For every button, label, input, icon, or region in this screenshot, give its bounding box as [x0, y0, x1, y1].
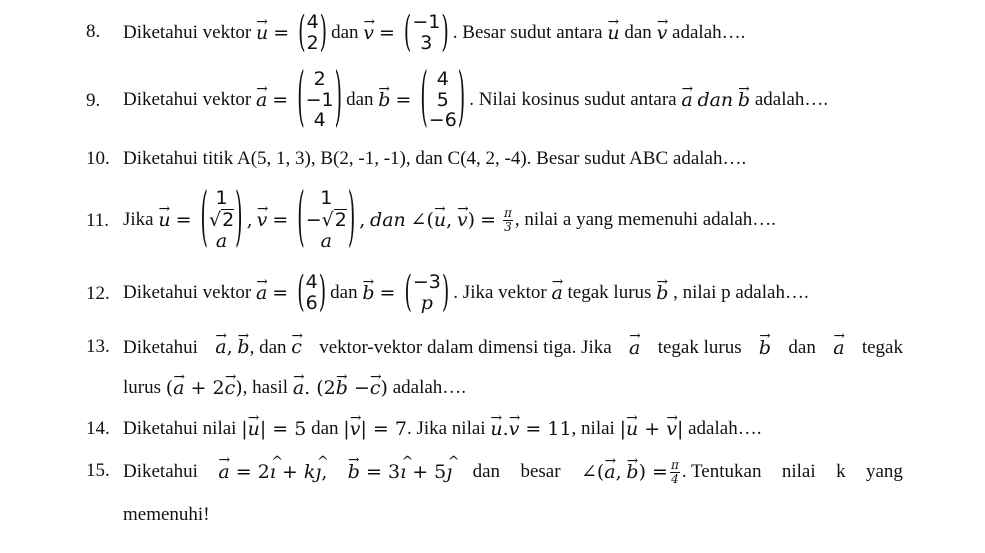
question-11: [0, 182, 985, 258]
question-text: memenuhi!: [123, 504, 210, 525]
fraction-pi-3: $\frac{\pi}{3}$: [504, 205, 512, 234]
question-number: 11.: [86, 210, 110, 231]
question-text: Jika → u = ( 1 √ 2 a ) , → v = ( 1 − √ 2 a ) , dan ∠ ( → u , → v ) = $\frac{\pi}{3}$ , nilai a yang memenuhi adalah….: [123, 182, 776, 258]
fraction-pi-4: $\frac{\pi}{4}$: [670, 457, 679, 486]
question-text: Diketahui vektor → a = ( 4 6 ) dan → b = ( −3 p ) . Jika vektor → a tegak lurus → b , nilai p adalah….: [123, 270, 809, 316]
question-text: Diketahui → a = 2^ ı + k^ ȷ, → b = 3^ ı + 5^ ȷ dan besar ∠( → a , → b ) = $\frac{\pi}{4}$ . Tentukan nilai k yang: [123, 452, 903, 492]
question-number: 9.: [86, 90, 101, 111]
question-text: Diketahui vektor → u = ( 4 2 ) dan → v = ( −1 3 ) . Besar sudut antara → u dan → v adalah….: [123, 12, 745, 54]
column-vector-v: ( 1 − √ 2 a ): [297, 180, 356, 256]
question-9: [0, 62, 985, 138]
column-vector-u: ( 1 √ 2 a ): [200, 180, 243, 256]
column-vector-u: ( 4 2 ): [298, 7, 328, 57]
question-15: [0, 452, 985, 492]
question-text: Diketahui vektor → a = ( 2 −1 4 ) dan → b = ( 4 5 −6 ) . Nilai kosinus sudut antara → a dan → b adalah….: [123, 62, 828, 138]
column-vector-b: ( 4 5 −6 ): [420, 60, 466, 136]
column-vector-b: ( −3 p ): [404, 267, 450, 317]
question-15-continued: [0, 504, 985, 528]
question-10: [0, 148, 985, 172]
question-number: 15.: [86, 460, 110, 481]
question-number: 10.: [86, 148, 110, 169]
column-vector-v: ( −1 3 ): [403, 7, 449, 57]
question-text: Diketahui nilai | → u | = 5 dan | → v | = 7 . Jika nilai → u . → v = 11 , nilai | → u + → v | adalah….: [123, 418, 761, 440]
question-8: [0, 7, 985, 57]
question-number: 12.: [86, 283, 110, 304]
question-number: 8.: [86, 21, 101, 42]
question-13: [0, 336, 985, 360]
question-text: Diketahui titik A(5, 1, 3), B(2, -1, -1), dan C(4, 2, -4). Besar sudut ABC adalah….: [123, 148, 747, 169]
column-vector-a: ( 4 6 ): [297, 267, 327, 317]
question-12: [0, 267, 985, 317]
question-number: 13.: [86, 336, 110, 357]
question-text: lurus ( → a + 2 → c ) , hasil → a . (2 → b − → c ) adalah….: [123, 377, 466, 399]
question-number: 14.: [86, 418, 110, 439]
column-vector-a: ( 2 −1 4 ): [297, 60, 343, 136]
question-13-continued: [0, 377, 985, 401]
question-14: [0, 418, 985, 442]
question-text: Diketahui → a, → b, dan → c vektor-vektor dalam dimensi tiga. Jika → a tegak lurus → b dan → a tegak: [123, 336, 903, 359]
